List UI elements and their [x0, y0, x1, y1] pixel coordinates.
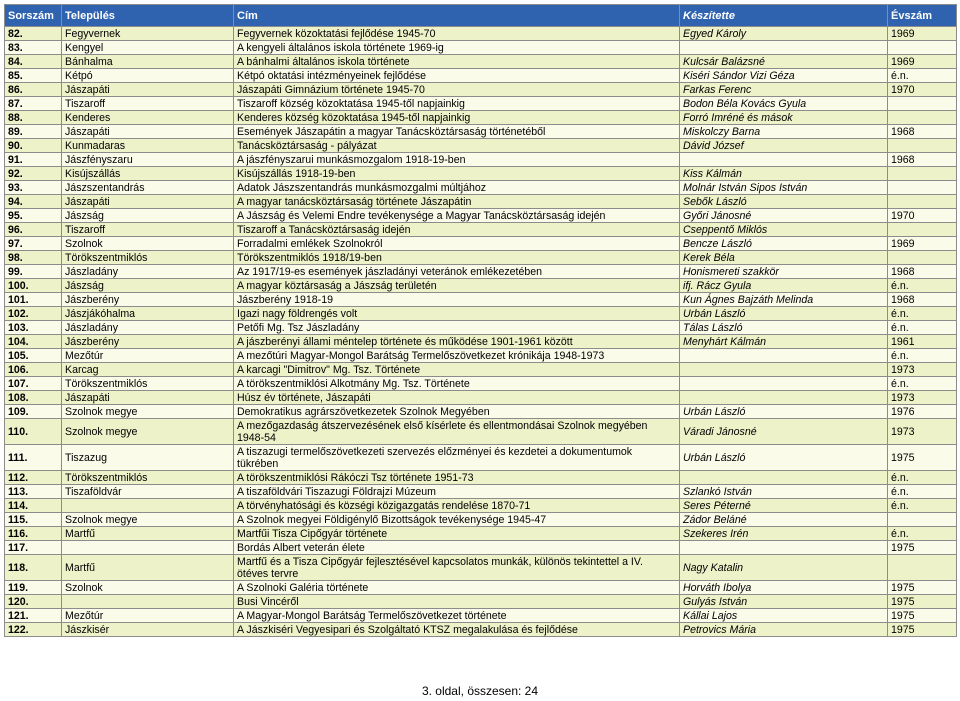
cell-number: 107. [5, 377, 62, 391]
cell-title: Igazi nagy földrengés volt [234, 307, 680, 321]
cell-year: 1969 [888, 55, 957, 69]
cell-year: 1970 [888, 83, 957, 97]
cell-author: Horváth Ibolya [680, 581, 888, 595]
cell-year: 1968 [888, 265, 957, 279]
table-row [5, 555, 957, 581]
cell-year: 1961 [888, 335, 957, 349]
cell-author: Seres Péterné [680, 499, 888, 513]
cell-title: Tanácsköztársaság - pályázat [234, 139, 680, 153]
table-row [5, 265, 957, 279]
cell-year: é.n. [888, 307, 957, 321]
cell-town: Szolnok [62, 581, 234, 595]
cell-year [888, 181, 957, 195]
cell-author: Molnár István Sipos István [680, 181, 888, 195]
table-row [5, 499, 957, 513]
cell-town: Bánhalma [62, 55, 234, 69]
header-title: Cím [234, 5, 680, 27]
cell-author: Petrovics Mária [680, 623, 888, 637]
cell-title: Húsz év története, Jászapáti [234, 391, 680, 405]
cell-author: Nagy Katalin [680, 555, 888, 581]
cell-author [680, 153, 888, 167]
cell-number: 118. [5, 555, 62, 581]
table-row [5, 527, 957, 541]
cell-year: 1968 [888, 293, 957, 307]
table-row [5, 485, 957, 499]
cell-town: Szolnok megye [62, 419, 234, 445]
cell-town: Kétpó [62, 69, 234, 83]
cell-number: 122. [5, 623, 62, 637]
cell-author: Egyed Károly [680, 27, 888, 41]
table-row [5, 609, 957, 623]
cell-title: A jászfényszarui munkásmozgalom 1918-19-ben [234, 153, 680, 167]
cell-title: Tiszaroff a Tanácsköztársaság idején [234, 223, 680, 237]
cell-author: Urbán László [680, 445, 888, 471]
cell-number: 113. [5, 485, 62, 499]
cell-year: é.n. [888, 69, 957, 83]
table-row [5, 181, 957, 195]
cell-author: ifj. Rácz Gyula [680, 279, 888, 293]
cell-author [680, 363, 888, 377]
cell-author: Forró Imréné és mások [680, 111, 888, 125]
cell-town: Tiszaföldvár [62, 485, 234, 499]
cell-year [888, 223, 957, 237]
table-row [5, 167, 957, 181]
cell-author: Kiss Kálmán [680, 167, 888, 181]
table-row [5, 97, 957, 111]
cell-author [680, 541, 888, 555]
cell-year: 1975 [888, 609, 957, 623]
cell-town: Jászapáti [62, 391, 234, 405]
cell-title: Fegyvernek közoktatási fejlődése 1945-70 [234, 27, 680, 41]
cell-number: 83. [5, 41, 62, 55]
cell-title: Forradalmi emlékek Szolnokról [234, 237, 680, 251]
page-footer: 3. oldal, összesen: 24 [421, 684, 539, 698]
table-row [5, 293, 957, 307]
cell-year: 1976 [888, 405, 957, 419]
header-town: Település [62, 5, 234, 27]
cell-year: 1973 [888, 419, 957, 445]
cell-year: é.n. [888, 485, 957, 499]
cell-town: Törökszentmiklós [62, 377, 234, 391]
table-row [5, 445, 957, 471]
records-table [4, 4, 957, 637]
table-row [5, 209, 957, 223]
cell-number: 95. [5, 209, 62, 223]
cell-year: 1970 [888, 209, 957, 223]
cell-number: 98. [5, 251, 62, 265]
table-row [5, 69, 957, 83]
cell-title: Petőfi Mg. Tsz Jászladány [234, 321, 680, 335]
cell-title: Martfű és a Tisza Cipőgyár fejlesztésével kapcsolatos munkák, különös tekintettel a IV. ötéves tervre [234, 555, 680, 581]
cell-number: 99. [5, 265, 62, 279]
cell-town: Kunmadaras [62, 139, 234, 153]
cell-number: 94. [5, 195, 62, 209]
cell-number: 84. [5, 55, 62, 69]
cell-number: 87. [5, 97, 62, 111]
cell-town: Jászapáti [62, 125, 234, 139]
cell-author: Szlankó István [680, 485, 888, 499]
cell-author: Kun Ágnes Bajzáth Melinda [680, 293, 888, 307]
cell-town: Jászszentandrás [62, 181, 234, 195]
table-row [5, 391, 957, 405]
cell-year: 1969 [888, 27, 957, 41]
cell-author [680, 349, 888, 363]
cell-author: Miskolczy Barna [680, 125, 888, 139]
table-row [5, 513, 957, 527]
cell-title: A törökszentmiklósi Rákóczi Tsz története 1951-73 [234, 471, 680, 485]
cell-town: Jászladány [62, 265, 234, 279]
cell-town: Mezőtúr [62, 609, 234, 623]
cell-year [888, 195, 957, 209]
cell-number: 82. [5, 27, 62, 41]
cell-title: Adatok Jászszentandrás munkásmozgalmi múltjához [234, 181, 680, 195]
cell-town: Jászfényszaru [62, 153, 234, 167]
cell-year: é.n. [888, 377, 957, 391]
cell-title: Kétpó oktatási intézményeinek fejlődése [234, 69, 680, 83]
cell-number: 111. [5, 445, 62, 471]
cell-town: Fegyvernek [62, 27, 234, 41]
cell-author: Zádor Beláné [680, 513, 888, 527]
table-row [5, 471, 957, 485]
cell-town: Mezőtúr [62, 349, 234, 363]
cell-author: Tálas László [680, 321, 888, 335]
cell-town: Karcag [62, 363, 234, 377]
cell-title: Kisújszállás 1918-19-ben [234, 167, 680, 181]
cell-author: Urbán László [680, 405, 888, 419]
cell-town [62, 541, 234, 555]
cell-town: Jászság [62, 209, 234, 223]
table-row [5, 139, 957, 153]
cell-number: 117. [5, 541, 62, 555]
cell-author: Kerek Béla [680, 251, 888, 265]
cell-author: Bencze László [680, 237, 888, 251]
table-row [5, 125, 957, 139]
cell-town: Szolnok megye [62, 405, 234, 419]
table-row [5, 363, 957, 377]
cell-year: 1968 [888, 125, 957, 139]
cell-town: Martfű [62, 527, 234, 541]
cell-year: 1975 [888, 445, 957, 471]
cell-number: 116. [5, 527, 62, 541]
table-row [5, 83, 957, 97]
cell-town: Martfű [62, 555, 234, 581]
cell-title: A Szolnoki Galéria története [234, 581, 680, 595]
table-row [5, 153, 957, 167]
table-row [5, 541, 957, 555]
cell-author: Váradi Jánosné [680, 419, 888, 445]
cell-title: A kengyeli általános iskola története 1969-ig [234, 41, 680, 55]
cell-year: 1975 [888, 581, 957, 595]
cell-year [888, 111, 957, 125]
table-row [5, 335, 957, 349]
header-author: Készítette [680, 5, 888, 27]
cell-title: A tiszazugi termelőszövetkezeti szervezés előzményei és kezdetei a dokumentumok tükrében [234, 445, 680, 471]
cell-author: Urbán László [680, 307, 888, 321]
table-row [5, 195, 957, 209]
table-row [5, 349, 957, 363]
cell-year: é.n. [888, 471, 957, 485]
table-row [5, 405, 957, 419]
cell-title: A magyar köztársaság a Jászság területén [234, 279, 680, 293]
table-row [5, 581, 957, 595]
cell-title: A törvényhatósági és községi közigazgatás rendelése 1870-71 [234, 499, 680, 513]
cell-author: Gulyás István [680, 595, 888, 609]
cell-number: 97. [5, 237, 62, 251]
cell-title: A Jászkiséri Vegyesipari és Szolgáltató KTSZ megalakulása és fejlődése [234, 623, 680, 637]
cell-author: Cseppentő Miklós [680, 223, 888, 237]
cell-author [680, 471, 888, 485]
cell-town: Szolnok megye [62, 513, 234, 527]
cell-town: Kisújszállás [62, 167, 234, 181]
cell-title: A jászberényi állami méntelep története és működése 1901-1961 között [234, 335, 680, 349]
cell-title: A Magyar-Mongol Barátság Termelőszövetkezet története [234, 609, 680, 623]
table-row [5, 377, 957, 391]
table-row [5, 41, 957, 55]
header-row [5, 5, 957, 27]
cell-title: Jászapáti Gimnázium története 1945-70 [234, 83, 680, 97]
cell-year: 1968 [888, 153, 957, 167]
table-row [5, 27, 957, 41]
cell-year: 1975 [888, 595, 957, 609]
cell-author: Kiséri Sándor Vizi Géza [680, 69, 888, 83]
cell-title: A karcagi "Dimitrov" Mg. Tsz. Története [234, 363, 680, 377]
table-row [5, 55, 957, 69]
cell-number: 96. [5, 223, 62, 237]
cell-year: 1973 [888, 391, 957, 405]
cell-town: Jászjákóhalma [62, 307, 234, 321]
table-body [5, 27, 957, 637]
cell-title: Törökszentmiklós 1918/19-ben [234, 251, 680, 265]
cell-town [62, 499, 234, 513]
cell-title: A mezőgazdaság átszervezésének első kísérlete és ellentmondásai Szolnok megyében 1948-54 [234, 419, 680, 445]
cell-year: 1973 [888, 363, 957, 377]
cell-author: Győri Jánosné [680, 209, 888, 223]
cell-number: 104. [5, 335, 62, 349]
cell-author: Honismereti szakkör [680, 265, 888, 279]
cell-title: A mezőtúri Magyar-Mongol Barátság Termelőszövetkezet krónikája 1948-1973 [234, 349, 680, 363]
cell-number: 90. [5, 139, 62, 153]
cell-town: Jászberény [62, 335, 234, 349]
cell-year [888, 167, 957, 181]
cell-year: é.n. [888, 527, 957, 541]
cell-number: 103. [5, 321, 62, 335]
cell-title: Martfűi Tisza Cipőgyár története [234, 527, 680, 541]
header-number: Sorszám [5, 5, 62, 27]
cell-year: é.n. [888, 321, 957, 335]
table-row [5, 595, 957, 609]
cell-author: Kulcsár Balázsné [680, 55, 888, 69]
cell-town: Törökszentmiklós [62, 471, 234, 485]
cell-title: Jászberény 1918-19 [234, 293, 680, 307]
cell-title: A tiszaföldvári Tiszazugi Földrajzi Múzeum [234, 485, 680, 499]
table-row [5, 321, 957, 335]
cell-year: é.n. [888, 349, 957, 363]
cell-town: Tiszaroff [62, 223, 234, 237]
cell-town: Szolnok [62, 237, 234, 251]
cell-title: A bánhalmi általános iskola története [234, 55, 680, 69]
cell-number: 100. [5, 279, 62, 293]
cell-number: 92. [5, 167, 62, 181]
table-row [5, 111, 957, 125]
table-row [5, 223, 957, 237]
cell-title: Bordás Albert veterán élete [234, 541, 680, 555]
cell-number: 88. [5, 111, 62, 125]
cell-number: 93. [5, 181, 62, 195]
cell-number: 109. [5, 405, 62, 419]
cell-town: Kenderes [62, 111, 234, 125]
cell-town: Jászság [62, 279, 234, 293]
cell-year: 1969 [888, 237, 957, 251]
cell-year [888, 97, 957, 111]
cell-year: 1975 [888, 623, 957, 637]
cell-number: 89. [5, 125, 62, 139]
cell-town [62, 595, 234, 609]
cell-author: Bodon Béla Kovács Gyula [680, 97, 888, 111]
cell-number: 85. [5, 69, 62, 83]
cell-year [888, 139, 957, 153]
cell-year [888, 251, 957, 265]
table-row [5, 623, 957, 637]
table-row [5, 307, 957, 321]
cell-number: 120. [5, 595, 62, 609]
cell-author [680, 377, 888, 391]
cell-year: é.n. [888, 499, 957, 513]
cell-title: A Jászság és Velemi Endre tevékenysége a Magyar Tanácsköztársaság idején [234, 209, 680, 223]
cell-number: 108. [5, 391, 62, 405]
cell-year: 1975 [888, 541, 957, 555]
table-row [5, 419, 957, 445]
cell-year [888, 555, 957, 581]
cell-author: Kállai Lajos [680, 609, 888, 623]
cell-year [888, 41, 957, 55]
cell-number: 105. [5, 349, 62, 363]
cell-number: 102. [5, 307, 62, 321]
cell-town: Jászladány [62, 321, 234, 335]
cell-number: 112. [5, 471, 62, 485]
cell-number: 91. [5, 153, 62, 167]
cell-title: Demokratikus agrárszövetkezetek Szolnok Megyében [234, 405, 680, 419]
cell-town: Kengyel [62, 41, 234, 55]
cell-number: 115. [5, 513, 62, 527]
cell-town: Jászberény [62, 293, 234, 307]
cell-author: Menyhárt Kálmán [680, 335, 888, 349]
table-row [5, 237, 957, 251]
cell-town: Tiszazug [62, 445, 234, 471]
cell-town: Jászapáti [62, 83, 234, 97]
cell-year: é.n. [888, 279, 957, 293]
cell-title: Busi Vincéről [234, 595, 680, 609]
cell-author [680, 391, 888, 405]
cell-town: Tiszaroff [62, 97, 234, 111]
cell-year [888, 513, 957, 527]
cell-author: Farkas Ferenc [680, 83, 888, 97]
table-row [5, 251, 957, 265]
cell-title: Tiszaroff község közoktatása 1945-től napjainkig [234, 97, 680, 111]
cell-author: Sebők László [680, 195, 888, 209]
table-row [5, 279, 957, 293]
cell-title: Az 1917/19-es események jászladányi veteránok emlékezetében [234, 265, 680, 279]
cell-number: 114. [5, 499, 62, 513]
header-year: Évszám [888, 5, 957, 27]
cell-number: 101. [5, 293, 62, 307]
cell-author: Szekeres Irén [680, 527, 888, 541]
cell-town: Törökszentmiklós [62, 251, 234, 265]
cell-number: 110. [5, 419, 62, 445]
cell-town: Jászkisér [62, 623, 234, 637]
cell-number: 121. [5, 609, 62, 623]
cell-author [680, 41, 888, 55]
cell-number: 106. [5, 363, 62, 377]
cell-title: Események Jászapátin a magyar Tanácsköztársaság történetéből [234, 125, 680, 139]
cell-town: Jászapáti [62, 195, 234, 209]
cell-title: Kenderes község közoktatása 1945-től napjainkig [234, 111, 680, 125]
cell-title: A Szolnok megyei Földigénylő Bizottságok tevékenysége 1945-47 [234, 513, 680, 527]
cell-number: 86. [5, 83, 62, 97]
cell-author: Dávid József [680, 139, 888, 153]
cell-number: 119. [5, 581, 62, 595]
cell-title: A magyar tanácsköztársaság története Jászapátin [234, 195, 680, 209]
cell-title: A törökszentmiklósi Alkotmány Mg. Tsz. Története [234, 377, 680, 391]
